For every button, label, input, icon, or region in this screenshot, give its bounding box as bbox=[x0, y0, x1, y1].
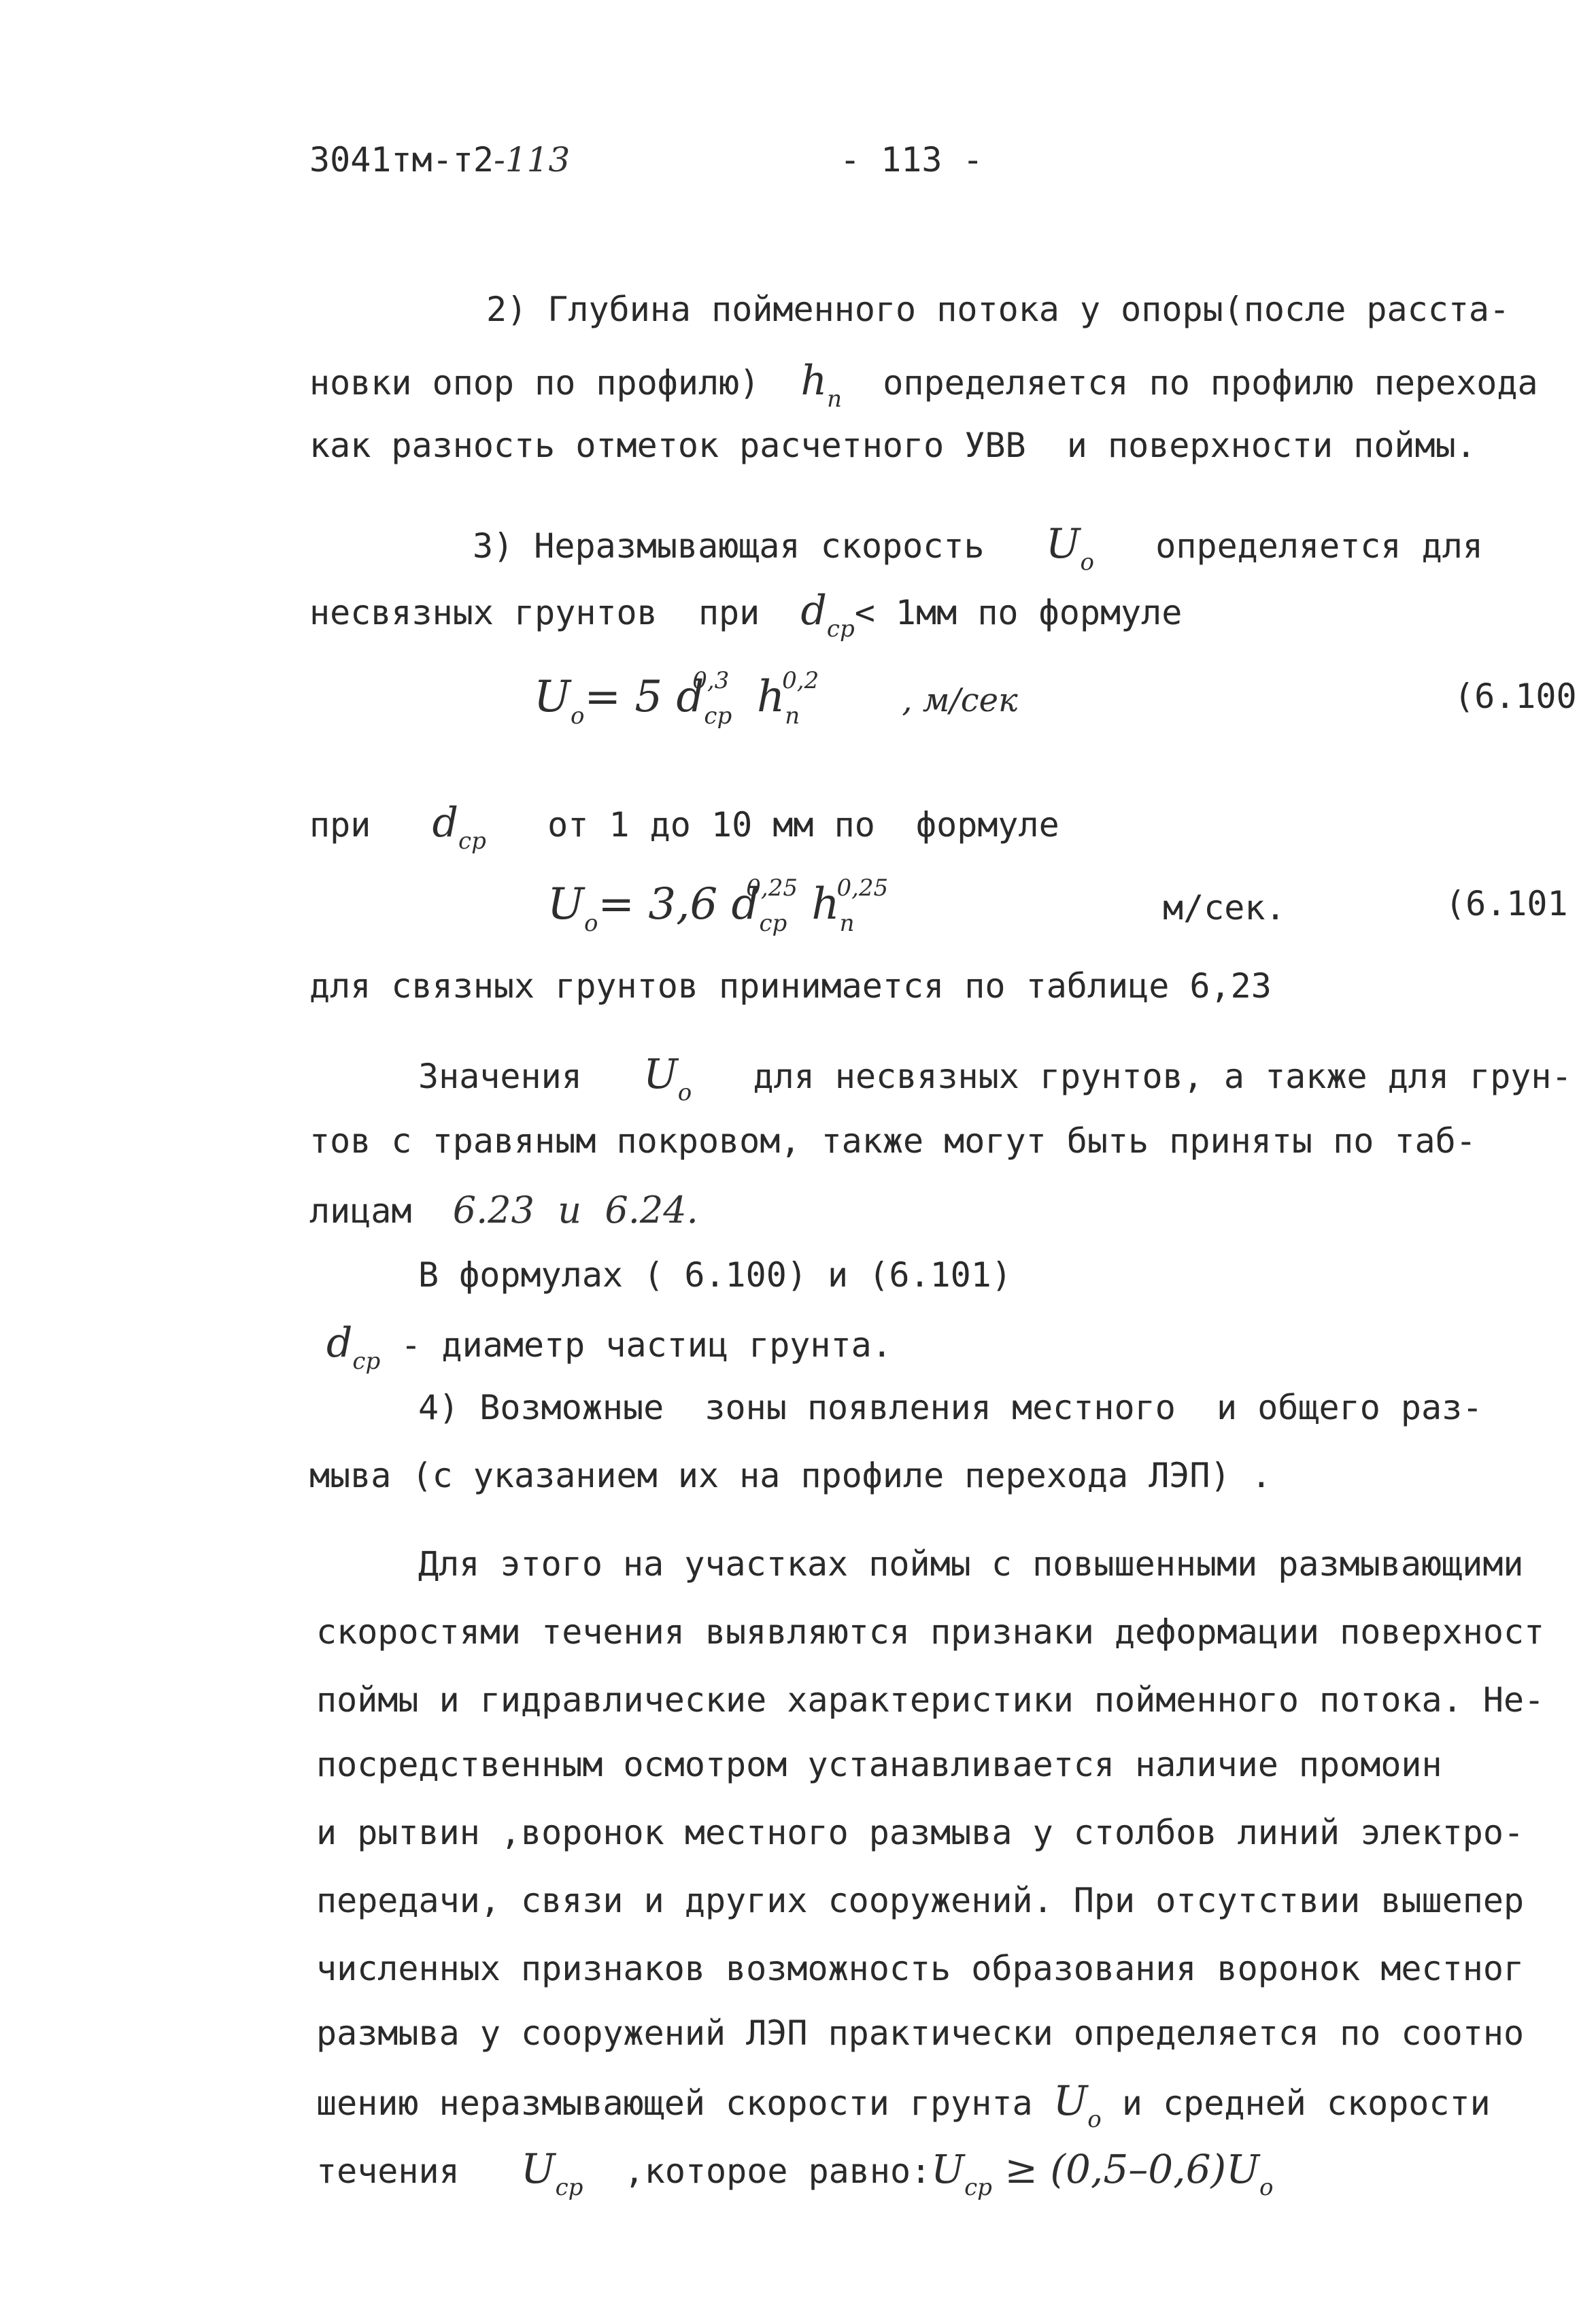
para9-line2: скоростями течения выявляются признаки деформации поверхност bbox=[316, 1612, 1545, 1652]
para6-line2: тов с травяным покровом, также могут быть приняты по таб- bbox=[309, 1121, 1476, 1161]
para6-handwritten-table-refs: 6.23 и 6.24. bbox=[452, 1189, 698, 1231]
formula1-h-exponent: 0,2 bbox=[782, 667, 819, 694]
formula-6-100 bbox=[534, 667, 1018, 731]
symbol-d-letter: d bbox=[800, 587, 827, 634]
expr-u-subscript: ср bbox=[964, 2174, 992, 2201]
symbol-u0-2 bbox=[643, 1051, 692, 1106]
formula2-lhs: U bbox=[547, 879, 584, 930]
para2-line1: 2) Глубина пойменного потока у опоры(после расста- bbox=[486, 290, 1510, 329]
formula2-h: h bbox=[811, 879, 840, 930]
para2-line3: как разность отметок расчетного УВВ и поверхности поймы. bbox=[309, 426, 1476, 465]
para7-line2 bbox=[326, 1319, 892, 1375]
formula1-unit: , м/сек bbox=[902, 681, 1018, 719]
symbol-d-subscript-3: ср bbox=[352, 1348, 381, 1375]
symbol-u-subscript-4: ср bbox=[555, 2174, 583, 2201]
formula1-d-exponent: 0,3 bbox=[692, 667, 730, 694]
formula2-d-sub: ср bbox=[759, 910, 787, 937]
formula2-h-sub: п bbox=[839, 910, 855, 937]
para9-line10-text-a: течения bbox=[316, 2151, 460, 2191]
para3-line2 bbox=[309, 587, 1183, 643]
para9-line9-text-b: и средней скорости bbox=[1121, 2083, 1491, 2123]
formula2-unit: м/сек. bbox=[1163, 888, 1286, 928]
para8-line2: мыва (с указанием их на профиле перехода ЛЭП) . bbox=[309, 1456, 1272, 1495]
symbol-d-letter-2: d bbox=[432, 799, 459, 847]
velocity-relation-expression bbox=[931, 2146, 1274, 2201]
para3-line2-text-a: несвязных грунтов при bbox=[309, 593, 760, 632]
symbol-dcp-2 bbox=[432, 799, 486, 855]
expr-u0-subscript: о bbox=[1259, 2174, 1274, 2201]
para6-line3-text-a: лицам bbox=[309, 1191, 412, 1231]
formula2-h-exponent: 0,25 bbox=[836, 874, 889, 902]
document-code bbox=[309, 139, 570, 180]
symbol-dcp-3 bbox=[326, 1319, 381, 1375]
para9-line10-text-b: ,которое равно: bbox=[624, 2151, 932, 2191]
para6-line3 bbox=[309, 1190, 698, 1231]
para9-line10 bbox=[316, 2145, 1274, 2201]
symbol-u-letter-4: U bbox=[521, 2145, 556, 2193]
para4-line bbox=[309, 799, 1059, 855]
symbol-h-letter: h bbox=[800, 357, 828, 405]
doc-code-text: 3041тм-т2 bbox=[309, 140, 494, 180]
para2-line2-text-a: новки опор по профилю) bbox=[309, 363, 760, 403]
symbol-d-subscript: ср bbox=[826, 615, 855, 643]
para2-line2 bbox=[309, 357, 1538, 413]
formula1-eq: = 5 d bbox=[584, 672, 704, 722]
symbol-d-subscript-2: ср bbox=[458, 828, 486, 855]
symbol-ucp bbox=[521, 2145, 583, 2201]
para3-line1-text-b: определяется для bbox=[1155, 526, 1483, 566]
para7-line1: В формулах ( 6.100) и (6.101) bbox=[418, 1255, 1012, 1295]
formula-6-101 bbox=[547, 874, 889, 938]
para9-line5: и рытвин ,воронок местного размыва у столбов линий электро- bbox=[316, 1813, 1525, 1852]
formula1-h: h bbox=[757, 672, 785, 722]
page-number: - 113 - bbox=[840, 140, 983, 180]
symbol-u-letter: U bbox=[1045, 520, 1081, 568]
para9-line1: Для этого на участках поймы с повышенными размывающими bbox=[418, 1544, 1524, 1584]
symbol-h bbox=[800, 357, 843, 413]
formula1-lhs: U bbox=[534, 672, 571, 722]
para5-line: для связных грунтов принимается по таблице 6,23 bbox=[309, 966, 1272, 1006]
symbol-dcp bbox=[800, 587, 855, 643]
para9-line8: размыва у сооружений ЛЭП практически определяется по соотно bbox=[316, 2013, 1525, 2053]
formula2-eq: = 3,6 d bbox=[598, 879, 760, 930]
para4-pri: при bbox=[309, 805, 371, 845]
symbol-h-subscript: п bbox=[827, 386, 843, 413]
formula1-d-sub: ср bbox=[704, 702, 732, 730]
expr-rest: ≥ (0,5–0,6)U bbox=[1004, 2146, 1259, 2192]
para9-line7: численных признаков возможность образования воронок местног bbox=[316, 1949, 1525, 1988]
para6-line1-text-b: для несвязных грунтов, а также для грун- bbox=[753, 1057, 1572, 1096]
expr-u-letter: U bbox=[931, 2146, 965, 2192]
symbol-u-letter-3: U bbox=[1053, 2077, 1088, 2125]
para3-line1 bbox=[473, 520, 1483, 576]
symbol-u-subscript-2: о bbox=[677, 1079, 692, 1106]
para8-line1: 4) Возможные зоны появления местного и общего раз- bbox=[418, 1388, 1483, 1427]
para4-text: от 1 до 10 мм по формуле bbox=[547, 805, 1059, 845]
formula1-lhs-sub: о bbox=[570, 702, 585, 730]
para6-line1-text-a: Значения bbox=[418, 1057, 582, 1096]
symbol-u-letter-2: U bbox=[643, 1051, 678, 1098]
formula2-d-exponent: 0,25 bbox=[746, 874, 798, 902]
formula2-lhs-sub: о bbox=[583, 910, 598, 937]
symbol-d-letter-3: d bbox=[326, 1319, 353, 1367]
doc-code-handwritten-suffix: -113 bbox=[493, 140, 571, 180]
para3-line2-text-b: < 1мм по формуле bbox=[854, 593, 1183, 632]
formula1-h-sub: п bbox=[785, 702, 800, 730]
para2-line2-text-b: определяется по профилю перехода bbox=[883, 363, 1538, 403]
para3-line1-text-a: 3) Неразмывающая скорость bbox=[473, 526, 985, 566]
para6-line1 bbox=[418, 1051, 1572, 1106]
symbol-u-subscript-3: о bbox=[1087, 2106, 1102, 2133]
symbol-u-subscript: о bbox=[1080, 549, 1094, 576]
para9-line9-text-a: шению неразмывающей скорости грунта bbox=[316, 2083, 1033, 2123]
para9-line3: поймы и гидравлические характеристики пойменного потока. Не- bbox=[316, 1680, 1545, 1720]
equation-number-6-100: (6.100 bbox=[1454, 677, 1577, 716]
symbol-u0 bbox=[1045, 520, 1094, 576]
para9-line4: посредственным осмотром устанавливается наличие промоин bbox=[316, 1745, 1442, 1784]
equation-number-6-101: (6.101 bbox=[1445, 884, 1568, 923]
para7-line2-text: - диаметр частиц грунта. bbox=[401, 1325, 892, 1365]
symbol-u0-3 bbox=[1053, 2077, 1102, 2133]
para9-line6: передачи, связи и других сооружений. При отсутствии вышепер bbox=[316, 1881, 1525, 1920]
para9-line9 bbox=[316, 2077, 1491, 2133]
